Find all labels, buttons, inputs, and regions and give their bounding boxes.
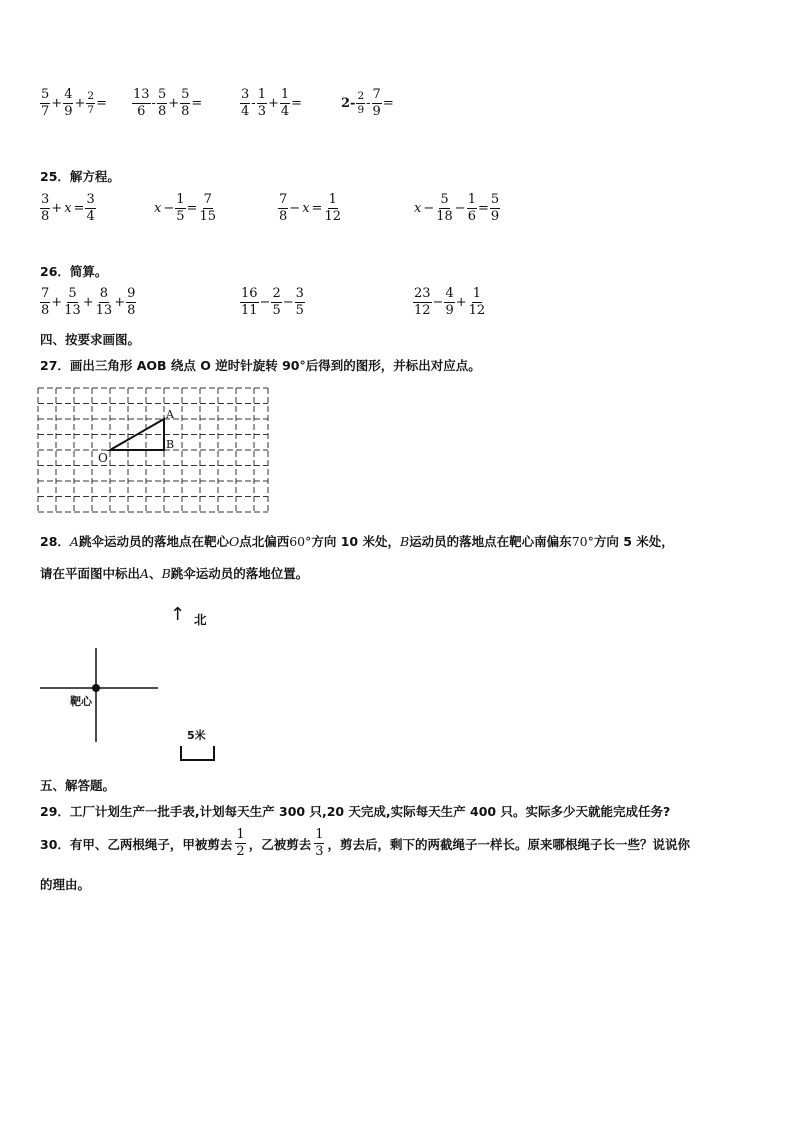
fraction: $\frac{7}{15}$ (199, 192, 216, 225)
q26-expression-3: $\frac{23}{12}$ − $\frac{4}{9}$ + $\frac{1}{12}$ (414, 286, 486, 319)
point-o-label: O (98, 451, 108, 465)
q26-expression-2: $\frac{16}{11}$ − $\frac{2}{5}$ − $\frac{3}{5}$ (241, 286, 304, 319)
fraction: $\frac{16}{11}$ (241, 286, 258, 319)
fraction: $\frac{5}{8}$ (181, 87, 190, 120)
fraction: $\frac{5}{9}$ (490, 192, 500, 225)
fraction: $\frac{13}{6}$ (133, 87, 150, 120)
calc-expression-1: $\frac{5}{7}$ + $\frac{4}{9}$ + $\frac{2}{7}$ = (41, 87, 107, 120)
fraction: $\frac{7}{9}$ (372, 87, 381, 120)
fraction: $\frac{5}{13}$ (64, 286, 81, 319)
q25-equation-4: x − $\frac{5}{18}$ − $\frac{1}{6}$ = $\frac{5}{9}$ (414, 192, 500, 225)
fraction: $\frac{1}{4}$ (280, 87, 290, 120)
fraction: $\frac{7}{8}$ (279, 192, 288, 225)
q25-title: 25．解方程。 (40, 169, 120, 184)
fraction: $\frac{3}{5}$ (295, 286, 304, 319)
scale-bar (181, 746, 214, 760)
q29-text: 29．工厂计划生产一批手表,计划每天生产 300 只,20 天完成,实际每天生产 400 只。实际多少天就能完成任务? (40, 804, 671, 819)
north-arrow-icon: ↑ (170, 604, 186, 625)
fraction: $\frac{2}{5}$ (272, 286, 281, 319)
fraction: $\frac{5}{8}$ (157, 87, 167, 120)
q26-expression-1: $\frac{7}{8}$ + $\frac{5}{13}$ + $\frac{8}{13}$ + $\frac{9}{8}$ (41, 286, 136, 319)
q25-equation-2: x − $\frac{1}{5}$ = $\frac{7}{15}$ (154, 192, 216, 225)
fraction: $\frac{23}{12}$ (414, 286, 431, 319)
scale-label: 5米 (187, 729, 206, 742)
q27-grid-figure (36, 386, 270, 514)
fraction: $\frac{4}{9}$ (64, 87, 73, 120)
point-a-label: A (166, 408, 174, 421)
q28-line-1: 28．A跳伞运动员的落地点在靶心O点北偏西60°方向 10 米处，B运动员的落地点在靶心南偏东70°方向 5 米处， (40, 534, 674, 549)
fraction: $\frac{4}{9}$ (445, 286, 454, 319)
q28-target-diagram (36, 600, 246, 768)
fraction: $\frac{2}{7}$ (87, 89, 95, 117)
q30-line-2: 的理由。 (40, 877, 91, 892)
fraction: $\frac{9}{8}$ (127, 286, 136, 319)
target-center-label: 靶心 (70, 695, 92, 708)
fraction: $\frac{1}{5}$ (176, 192, 185, 225)
q30-line-1: 30．有甲、乙两根绳子，甲被剪去 $\frac{1}{2}$ ，乙被剪去 $\frac{1}{3}$ ，剪去后，剩下的两截绳子一样长。原来哪根绳子长一些？说说你 (40, 827, 690, 860)
q27-text: 27．画出三角形 AOB 绕点 O 逆时针旋转 90°后得到的图形，并标出对应点。 (40, 358, 481, 373)
section-5-heading: 五、解答题。 (40, 778, 116, 793)
fraction: $\frac{3}{4}$ (86, 192, 95, 225)
north-label: 北 (194, 612, 207, 627)
fraction: $\frac{5}{18}$ (436, 192, 453, 225)
q25-equation-3: $\frac{7}{8}$ − x = $\frac{1}{12}$ (279, 192, 341, 225)
calc-expression-2: $\frac{13}{6}$ - $\frac{5}{8}$ + $\frac{5}{8}$ = (133, 87, 203, 120)
fraction: $\frac{7}{8}$ (41, 286, 50, 319)
q28-line-2: 请在平面图中标出A、B跳伞运动员的落地位置。 (40, 566, 309, 581)
calc-expression-3: $\frac{3}{4}$ - $\frac{1}{3}$ + $\frac{1}{4}$ = (241, 87, 303, 120)
fraction: $\frac{1}{6}$ (467, 192, 476, 225)
fraction: $\frac{2}{9}$ (357, 89, 365, 117)
target-center-dot (92, 684, 100, 692)
q25-equation-1: $\frac{3}{8}$ + x = $\frac{3}{4}$ (41, 192, 95, 225)
fraction: $\frac{3}{4}$ (241, 87, 250, 120)
calc-expression-4: 2- $\frac{2}{9}$ - $\frac{7}{9}$ = (341, 87, 394, 120)
fraction: $\frac{1}{12}$ (324, 192, 341, 225)
fraction: $\frac{1}{2}$ (236, 827, 245, 860)
point-b-label: B (166, 438, 175, 451)
fraction: $\frac{1}{3}$ (257, 87, 266, 120)
fraction: $\frac{1}{12}$ (468, 286, 486, 319)
fraction: $\frac{1}{3}$ (315, 827, 324, 860)
fraction: $\frac{8}{13}$ (95, 286, 113, 319)
section-4-heading: 四、按要求画图。 (40, 332, 141, 347)
fraction: $\frac{3}{8}$ (41, 192, 50, 225)
fraction: $\frac{5}{7}$ (41, 87, 50, 120)
q26-title: 26．简算。 (40, 264, 108, 279)
